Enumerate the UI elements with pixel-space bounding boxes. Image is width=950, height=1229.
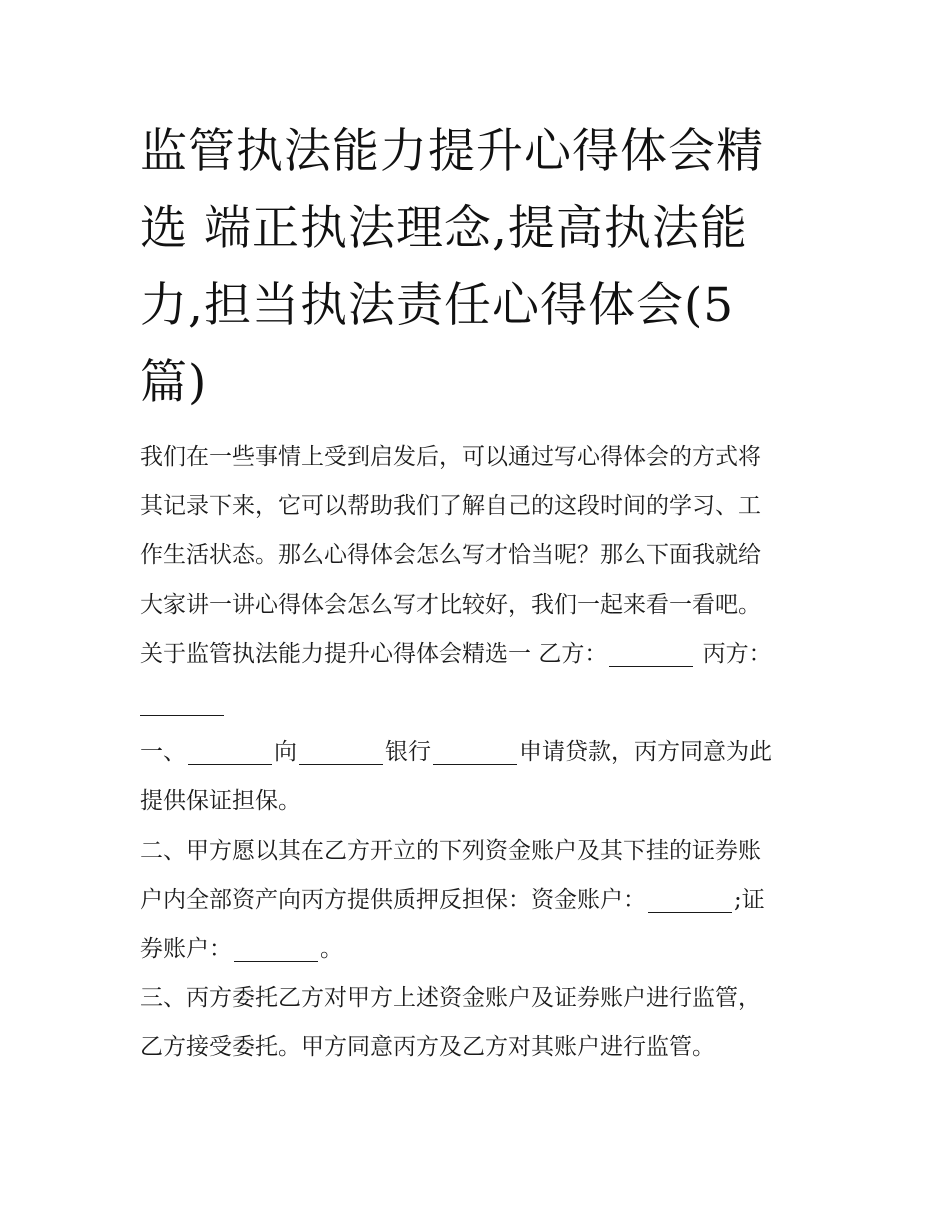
clause1-bank-blank — [299, 741, 383, 765]
intro-line-4: 大家讲一讲心得体会怎么写才比较好，我们一起来看一看吧。 — [140, 591, 761, 618]
section-heading: 关于监管执法能力提升心得体会精选一 — [140, 640, 531, 667]
clause3-line-1: 三、丙方委托乙方对甲方上述资金账户及证券账户进行监管， — [140, 985, 761, 1012]
clause2-line2-suffix: ;证 — [734, 886, 765, 913]
party-c-blank — [140, 692, 224, 716]
clause2-line-2 — [140, 876, 830, 925]
document-body — [140, 433, 830, 1072]
title-line-3: 力,担当执法责任心得体会(5 — [140, 278, 735, 333]
clause1-line-1 — [140, 728, 830, 777]
document-title — [140, 113, 820, 421]
party-c-label: 丙方： — [702, 640, 772, 667]
clause1-to: 向 — [274, 739, 297, 766]
clause1-amount-blank — [433, 741, 517, 765]
party-b-blank — [609, 643, 693, 667]
title-line-2: 选 端正执法理念,提高执法能 — [140, 201, 748, 256]
clause2-line-1: 二、甲方愿以其在乙方开立的下列资金账户及其下挂的证券账 — [140, 837, 761, 864]
section-heading-line — [140, 630, 830, 679]
clause2-line3-suffix: 。 — [320, 935, 343, 962]
clause2-line3-prefix: 券账户： — [140, 935, 232, 962]
clause1-borrower-blank — [188, 741, 272, 765]
clause1-line-2: 提供保证担保。 — [140, 788, 301, 815]
party-b-label: 乙方： — [538, 640, 608, 667]
intro-line-1: 我们在一些事情上受到启发后，可以通过写心得体会的方式将 — [140, 444, 761, 470]
title-line-1: 监管执法能力提升心得体会精 — [140, 124, 764, 179]
clause1-prefix: 一、 — [140, 739, 186, 766]
intro-line-3: 作生活状态。那么心得体会怎么写才恰当呢？那么下面我就给 — [140, 542, 761, 569]
clause2-line2-prefix: 户内全部资产向丙方提供质押反担保：资金账户： — [140, 886, 646, 913]
intro-line-2: 其记录下来，它可以帮助我们了解自己的这段时间的学习、工 — [140, 493, 761, 520]
clause3-line-2: 乙方接受委托。甲方同意丙方及乙方对其账户进行监管。 — [140, 1034, 715, 1061]
securities-account-blank — [234, 938, 318, 962]
title-line-4: 篇) — [140, 355, 208, 410]
clause2-line-3 — [140, 925, 830, 974]
fund-account-blank — [648, 889, 732, 913]
clause1-bank: 银行 — [385, 739, 431, 766]
clause1-apply: 申请贷款，丙方同意为此 — [519, 739, 772, 766]
party-c-blank-line — [140, 679, 830, 728]
